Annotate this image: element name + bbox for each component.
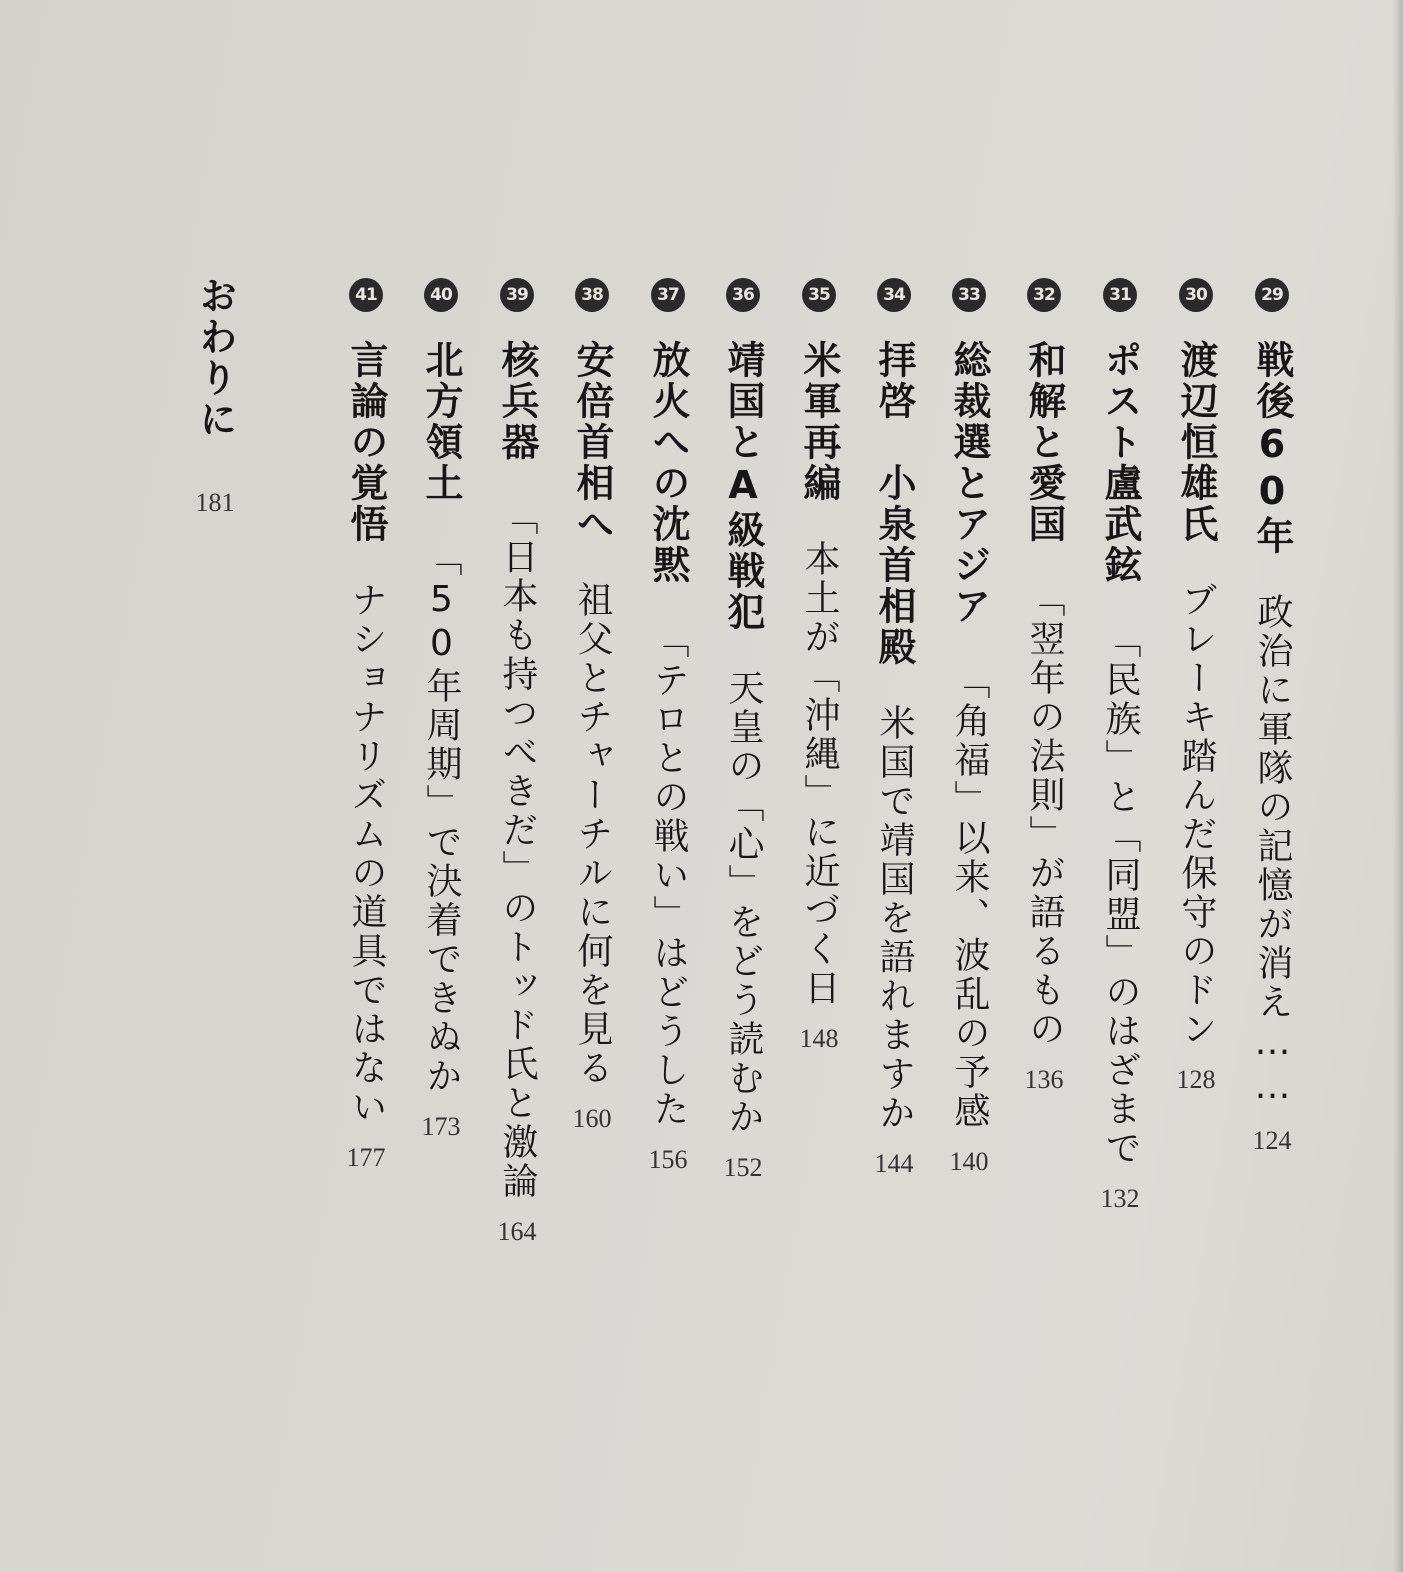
entry-number-badge: 41 (349, 278, 383, 312)
entry-number-badge: 33 (952, 278, 986, 312)
toc-entry-30 (1171, 278, 1221, 1095)
entry-title: 渡辺恒雄氏 (1174, 340, 1218, 545)
entry-title: 和解と愛国 (1022, 340, 1066, 545)
toc-entry-37 (643, 278, 693, 1175)
entry-title: 戦後60年 (1250, 340, 1294, 557)
entry-number-badge: 34 (877, 278, 911, 312)
entry-number-badge: 38 (575, 278, 609, 312)
entry-number-badge: 29 (1255, 278, 1289, 312)
entry-page-number: 160 (572, 1104, 612, 1133)
entry-subtitle: 「日本も持つべきだ」のトッド氏と激論 (497, 499, 538, 1201)
entry-number-badge: 32 (1027, 278, 1061, 312)
entry-number-badge: 37 (651, 278, 685, 312)
toc-entry-31 (1095, 278, 1145, 1214)
entry-title: 総裁選とアジア (947, 340, 991, 627)
toc-entry-34 (869, 278, 919, 1179)
toc-entry-closing (190, 276, 240, 518)
toc-entry-38 (567, 278, 617, 1134)
entry-page-number: 148 (799, 1024, 839, 1053)
entry-title: 言論の覚悟 (344, 340, 388, 545)
entry-page-number: 144 (874, 1149, 914, 1178)
toc-entry-41 (341, 278, 391, 1173)
entry-number-badge: 35 (802, 278, 836, 312)
entry-subtitle: 「角福」以来、波乱の予感 (949, 663, 990, 1131)
entry-page-number: 164 (497, 1217, 537, 1246)
entry-title: 北方領土 (419, 340, 463, 504)
page-edge-shadow (1393, 0, 1403, 1572)
entry-title: 米軍再編 (797, 340, 841, 504)
entry-title: 靖国とA級戦犯 (721, 340, 765, 633)
entry-subtitle: 「翌年の法則」が語るもの (1024, 581, 1065, 1049)
toc-entry-33 (944, 278, 994, 1177)
entry-subtitle: 本土が「沖縄」に近づく日 (799, 540, 840, 1008)
entry-subtitle: 政治に軍隊の記憶が消え…… (1252, 593, 1293, 1110)
entry-page-number: 177 (346, 1143, 386, 1172)
entry-page-number: 140 (949, 1147, 989, 1176)
entry-number-badge: 40 (424, 278, 458, 312)
closing-title: おわりに (193, 276, 237, 440)
entry-subtitle: 「民族」と「同盟」のはざまで (1100, 622, 1141, 1168)
toc-entry-32 (1019, 278, 1069, 1095)
entry-number-badge: 30 (1179, 278, 1213, 312)
entry-title: 安倍首相へ (570, 340, 614, 545)
toc-entry-36 (718, 278, 768, 1183)
entry-subtitle: 「50年周期」で決着できぬか (421, 540, 462, 1096)
toc-entry-35 (794, 278, 844, 1054)
entry-title: 核兵器 (495, 340, 539, 463)
toc-entry-39 (492, 278, 542, 1247)
closing-page-number: 181 (195, 488, 235, 517)
entry-subtitle: 「テロとの戦い」はどうした (648, 622, 689, 1129)
toc-entry-29 (1247, 278, 1297, 1156)
entry-subtitle: 米国で靖国を語れますか (874, 704, 915, 1133)
entry-subtitle: ブレーキ踏んだ保守のドン (1176, 581, 1217, 1049)
entry-number-badge: 36 (726, 278, 760, 312)
toc-entry-40 (416, 278, 466, 1142)
entry-number-badge: 39 (500, 278, 534, 312)
entry-page-number: 136 (1024, 1065, 1064, 1094)
entry-number-badge: 31 (1103, 278, 1137, 312)
entry-page-number: 173 (421, 1112, 461, 1141)
entry-subtitle: 祖父とチャーチルに何を見る (572, 581, 613, 1088)
entry-page-number: 156 (648, 1145, 688, 1174)
entry-page-number: 152 (723, 1153, 763, 1182)
entry-page-number: 132 (1100, 1184, 1140, 1213)
entry-title: 放火への沈黙 (646, 340, 690, 586)
entry-page-number: 124 (1252, 1126, 1292, 1155)
entry-subtitle: ナショナリズムの道具ではない (346, 581, 387, 1127)
entry-subtitle: 天皇の「心」をどう読むか (723, 669, 764, 1137)
entry-title: 拝啓 小泉首相殿 (872, 340, 916, 668)
entry-page-number: 128 (1176, 1065, 1216, 1094)
entry-title: ポスト盧武鉉 (1098, 340, 1142, 586)
